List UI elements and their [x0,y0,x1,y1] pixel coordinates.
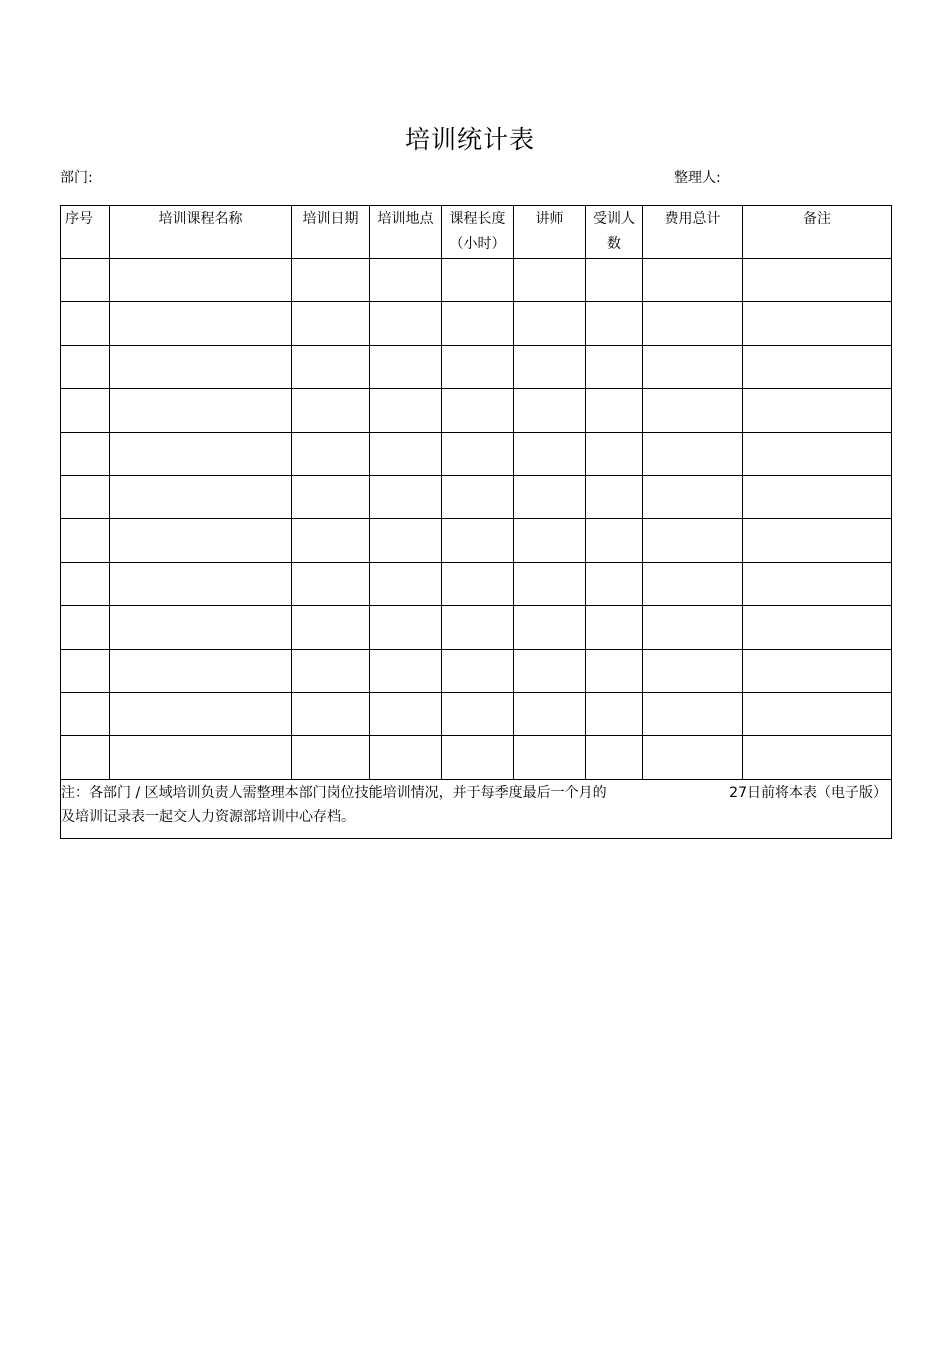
table-cell[interactable] [743,606,892,649]
table-cell[interactable] [110,345,292,388]
table-cell[interactable] [370,475,442,518]
table-cell[interactable] [110,519,292,562]
table-cell[interactable] [61,475,110,518]
table-cell[interactable] [643,562,743,605]
table-row [61,259,892,302]
note-line2: 及培训记录表一起交人力资源部培训中心存档。 [61,808,355,825]
table-cell[interactable] [743,432,892,475]
table-cell[interactable] [370,606,442,649]
table-cell[interactable] [586,345,643,388]
table-cell[interactable] [370,345,442,388]
table-cell[interactable] [370,259,442,302]
table-cell[interactable] [586,606,643,649]
table-row [61,649,892,692]
table-cell[interactable] [743,649,892,692]
table-row [61,302,892,345]
table-cell[interactable] [514,432,586,475]
table-cell[interactable] [61,736,110,779]
table-cell[interactable] [643,389,743,432]
table-cell[interactable] [61,649,110,692]
table-cell[interactable] [442,432,514,475]
table-cell[interactable] [514,302,586,345]
note-line1-right: 27日前将本表（电子版） [729,784,887,801]
table-cell[interactable] [292,432,370,475]
table-note-row [61,779,892,838]
note-line1-left: 注：各部门 / 区域培训负责人需整理本部门岗位技能培训情况，并于每季度最后一个月的 [61,784,607,801]
table-cell[interactable] [370,432,442,475]
table-cell[interactable] [514,475,586,518]
table-cell[interactable] [643,345,743,388]
table-row [61,562,892,605]
header-training-date: 培训日期 [292,206,370,259]
table-cell[interactable] [61,562,110,605]
table-cell[interactable] [370,389,442,432]
table-cell[interactable] [292,606,370,649]
table-cell[interactable] [292,345,370,388]
table-cell[interactable] [442,562,514,605]
page-title: 培训统计表 [404,125,535,154]
header-remarks: 备注 [743,206,892,259]
table-cell[interactable] [442,302,514,345]
table-cell[interactable] [743,736,892,779]
table-cell[interactable] [110,389,292,432]
table-cell[interactable] [442,475,514,518]
organizer-label: 整理人: [674,170,721,186]
table-cell[interactable] [61,606,110,649]
table-cell[interactable] [514,389,586,432]
table-cell[interactable] [514,345,586,388]
header-course-name: 培训课程名称 [110,206,292,259]
table-cell[interactable] [370,692,442,735]
table-cell[interactable] [292,692,370,735]
table-cell[interactable] [743,519,892,562]
table-cell[interactable] [110,736,292,779]
table-cell[interactable] [586,562,643,605]
table-cell[interactable] [110,606,292,649]
table-cell[interactable] [110,302,292,345]
table-cell[interactable] [292,519,370,562]
header-instructor: 讲师 [514,206,586,259]
table-cell[interactable] [61,692,110,735]
table-cell[interactable] [586,389,643,432]
table-cell[interactable] [643,692,743,735]
table-cell[interactable] [292,475,370,518]
table-row [61,345,892,388]
table-cell[interactable] [586,519,643,562]
table-cell[interactable] [370,302,442,345]
table-row [61,475,892,518]
table-cell[interactable] [743,692,892,735]
table-cell[interactable] [743,475,892,518]
table-cell[interactable] [61,259,110,302]
table-note [61,779,892,838]
table-cell[interactable] [643,302,743,345]
table-cell[interactable] [292,259,370,302]
table-cell[interactable] [110,649,292,692]
table-cell[interactable] [61,389,110,432]
table-cell[interactable] [61,432,110,475]
department-label: 部门: [60,170,93,186]
table-cell[interactable] [514,649,586,692]
table-cell[interactable] [643,736,743,779]
table-cell[interactable] [586,475,643,518]
table-cell[interactable] [370,519,442,562]
header-total-cost: 费用总计 [643,206,743,259]
table-cell[interactable] [586,259,643,302]
table-cell[interactable] [61,519,110,562]
table-cell[interactable] [292,649,370,692]
table-cell[interactable] [743,302,892,345]
table-cell[interactable] [292,736,370,779]
table-row [61,519,892,562]
table-cell[interactable] [586,692,643,735]
table-cell[interactable] [442,519,514,562]
table-cell[interactable] [586,649,643,692]
table-cell[interactable] [514,519,586,562]
table-cell[interactable] [643,432,743,475]
table-cell[interactable] [586,432,643,475]
table-cell[interactable] [61,345,110,388]
table-cell[interactable] [442,259,514,302]
table-cell[interactable] [743,562,892,605]
table-cell[interactable] [643,259,743,302]
table-header-row [61,206,892,259]
header-training-location: 培训地点 [370,206,442,259]
table-cell[interactable] [110,259,292,302]
table-cell[interactable] [442,736,514,779]
table-cell[interactable] [292,302,370,345]
table-cell[interactable] [442,649,514,692]
table-cell[interactable] [110,562,292,605]
table-cell[interactable] [110,432,292,475]
table-cell[interactable] [292,389,370,432]
table-cell[interactable] [586,736,643,779]
table-cell[interactable] [370,649,442,692]
table-cell[interactable] [442,606,514,649]
table-cell[interactable] [743,345,892,388]
header-course-duration: 课程长度 （小时） [442,206,514,259]
table-cell[interactable] [442,389,514,432]
table-cell[interactable] [514,259,586,302]
table-row [61,692,892,735]
table-cell[interactable] [514,562,586,605]
table-cell[interactable] [370,562,442,605]
training-stats-table [60,205,892,839]
table-cell[interactable] [514,606,586,649]
table-cell[interactable] [442,692,514,735]
table-row [61,389,892,432]
table-cell[interactable] [643,519,743,562]
table-cell[interactable] [110,475,292,518]
table-cell[interactable] [514,736,586,779]
table-cell[interactable] [586,302,643,345]
table-cell[interactable] [292,562,370,605]
table-cell[interactable] [370,736,442,779]
table-cell[interactable] [61,302,110,345]
table-row [61,432,892,475]
table-row [61,606,892,649]
table-cell[interactable] [110,692,292,735]
table-cell[interactable] [743,389,892,432]
header-trainee-count: 受训人 数 [586,206,643,259]
table-cell[interactable] [442,345,514,388]
table-cell[interactable] [514,692,586,735]
table-cell[interactable] [743,259,892,302]
header-serial-number: 序号 [61,206,110,259]
table-row [61,736,892,779]
table-cell[interactable] [643,606,743,649]
table-cell[interactable] [643,475,743,518]
table-cell[interactable] [643,649,743,692]
